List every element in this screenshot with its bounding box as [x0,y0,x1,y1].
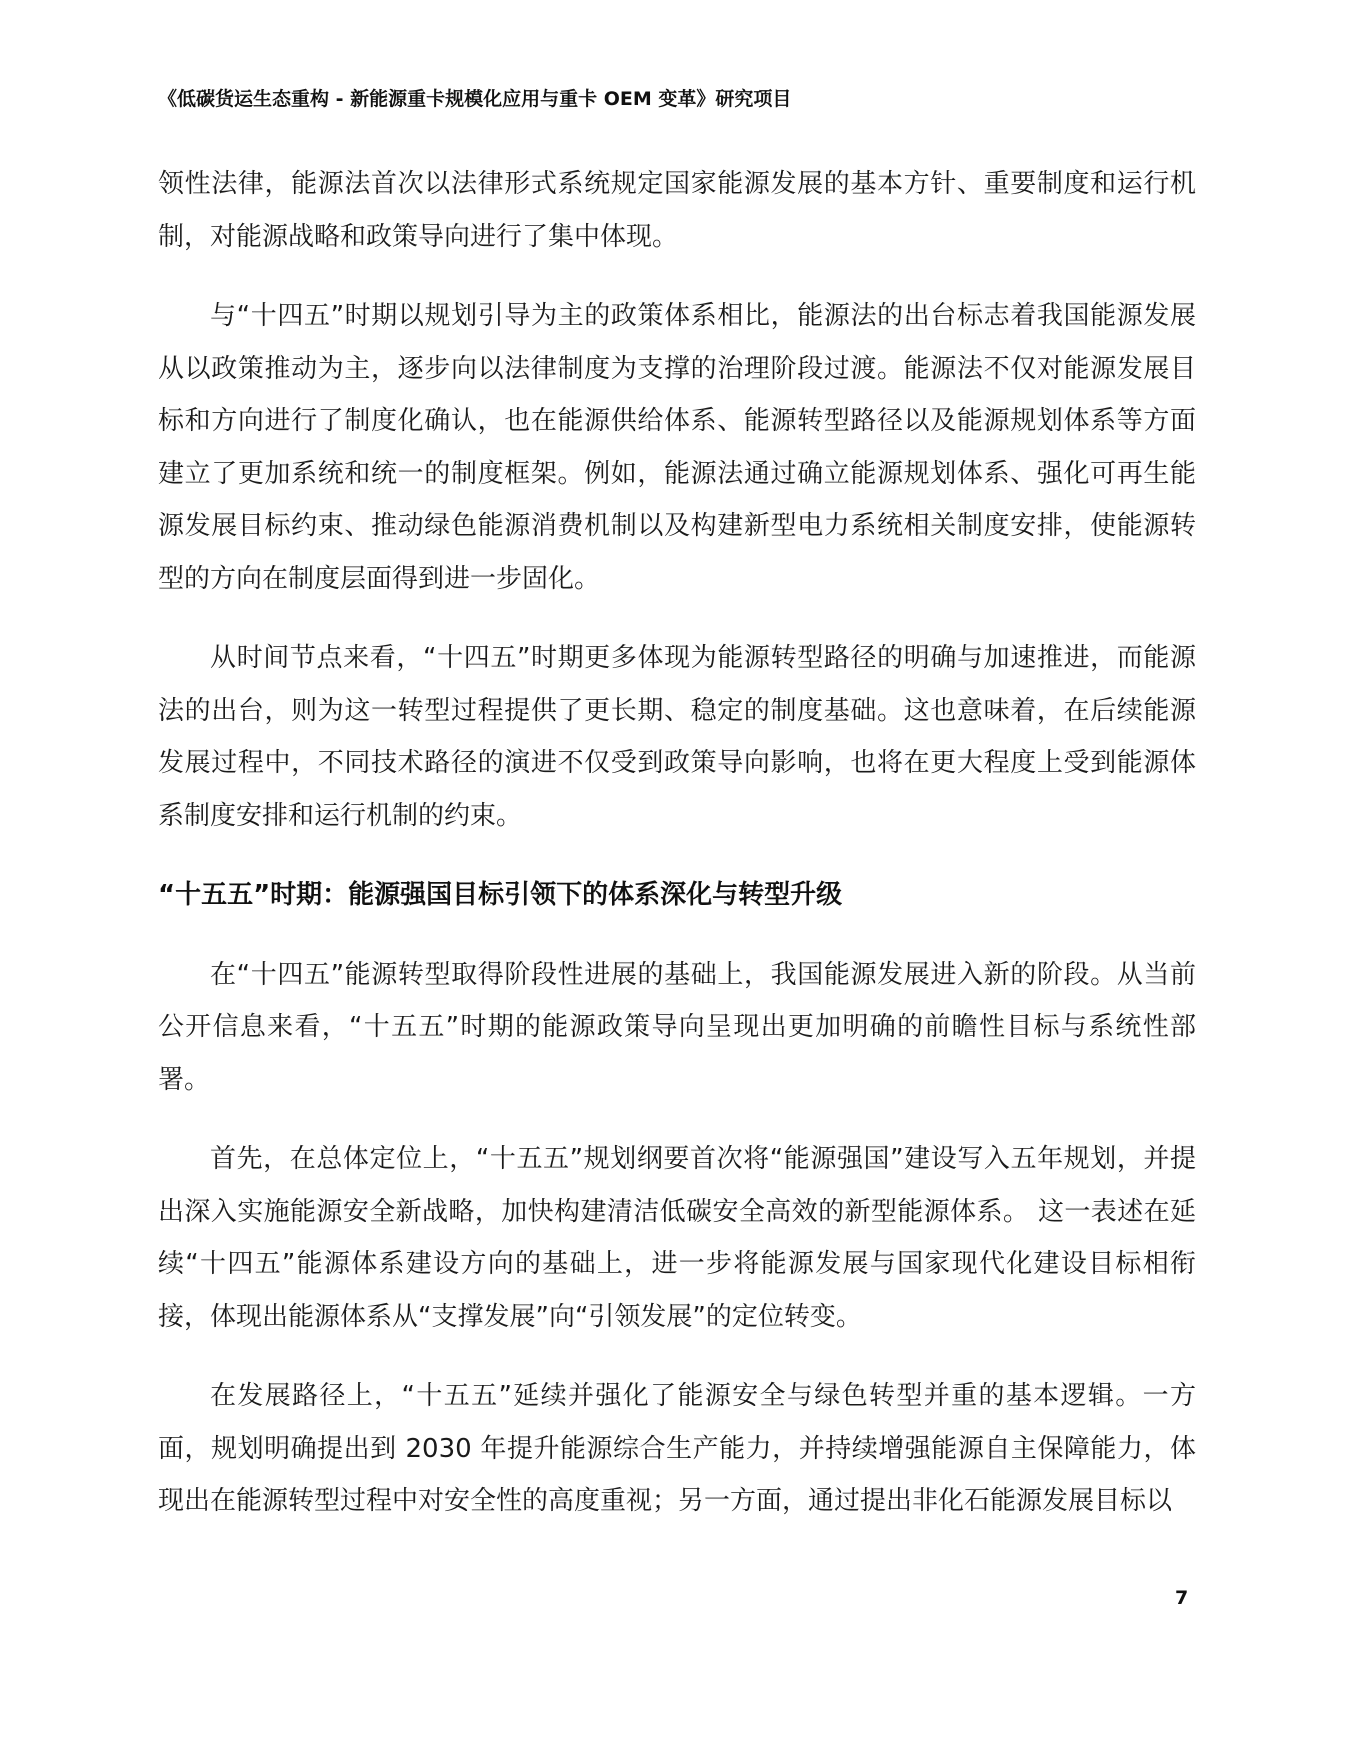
paragraph: 在发展路径上，“十五五”延续并强化了能源安全与绿色转型并重的基本逻辑。一方面，规划明确提出到 2030 年提升能源综合生产能力，并持续增强能源自主保障能力，体现出在能源转型过程中对安全性的高度重视；另一方面，通过提出非化石能源发展目标以 [158,1381,1196,1516]
section-heading: “十五五”时期：能源强国目标引领下的体系深化与转型升级 [158,880,843,910]
page-header: 《低碳货运生态重构 - 新能源重卡规模化应用与重卡 OEM 变革》研究项目 [158,88,792,110]
paragraph: 在“十四五”能源转型取得阶段性进展的基础上，我国能源发展进入新的阶段。从当前公开信息来看，“十五五”时期的能源政策导向呈现出更加明确的前瞻性目标与系统性部署。 [158,959,1196,1095]
paragraph: 领性法律，能源法首次以法律形式系统规定国家能源发展的基本方针、重要制度和运行机制，对能源战略和政策导向进行了集中体现。 [158,169,1196,252]
paragraph: 与“十四五”时期以规划引导为主的政策体系相比，能源法的出台标志着我国能源发展从以政策推动为主，逐步向以法律制度为支撑的治理阶段过渡。能源法不仅对能源发展目标和方向进行了制度化确认，也在能源供给体系、能源转型路径以及能源规划体系等方面建立了更加系统和统一的制度框架。例如，能源法通过确立能源规划体系、强化可再生能源发展目标约束、推动绿色能源消费机制以及构建新型电力系统相关制度安排，使能源转型的方向在制度层面得到进一步固化。 [158,301,1196,594]
document-body [158,158,1196,1555]
paragraph: 首先，在总体定位上，“十五五”规划纲要首次将“能源强国”建设写入五年规划，并提出深入实施能源安全新战略，加快构建清洁低碳安全高效的新型能源体系。 这一表述在延续“十四五”能源体系建设方向的基础上，进一步将能源发展与国家现代化建设目标相衔接，体现出能源体系从“支撑发展”向“引领发展”的定位转变。 [158,1144,1196,1332]
page-number: 7 [1175,1587,1189,1609]
paragraph: 从时间节点来看，“十四五”时期更多体现为能源转型路径的明确与加速推进，而能源法的出台，则为这一转型过程提供了更长期、稳定的制度基础。这也意味着，在后续能源发展过程中，不同技术路径的演进不仅受到政策导向影响，也将在更大程度上受到能源体系制度安排和运行机制的约束。 [158,643,1196,831]
